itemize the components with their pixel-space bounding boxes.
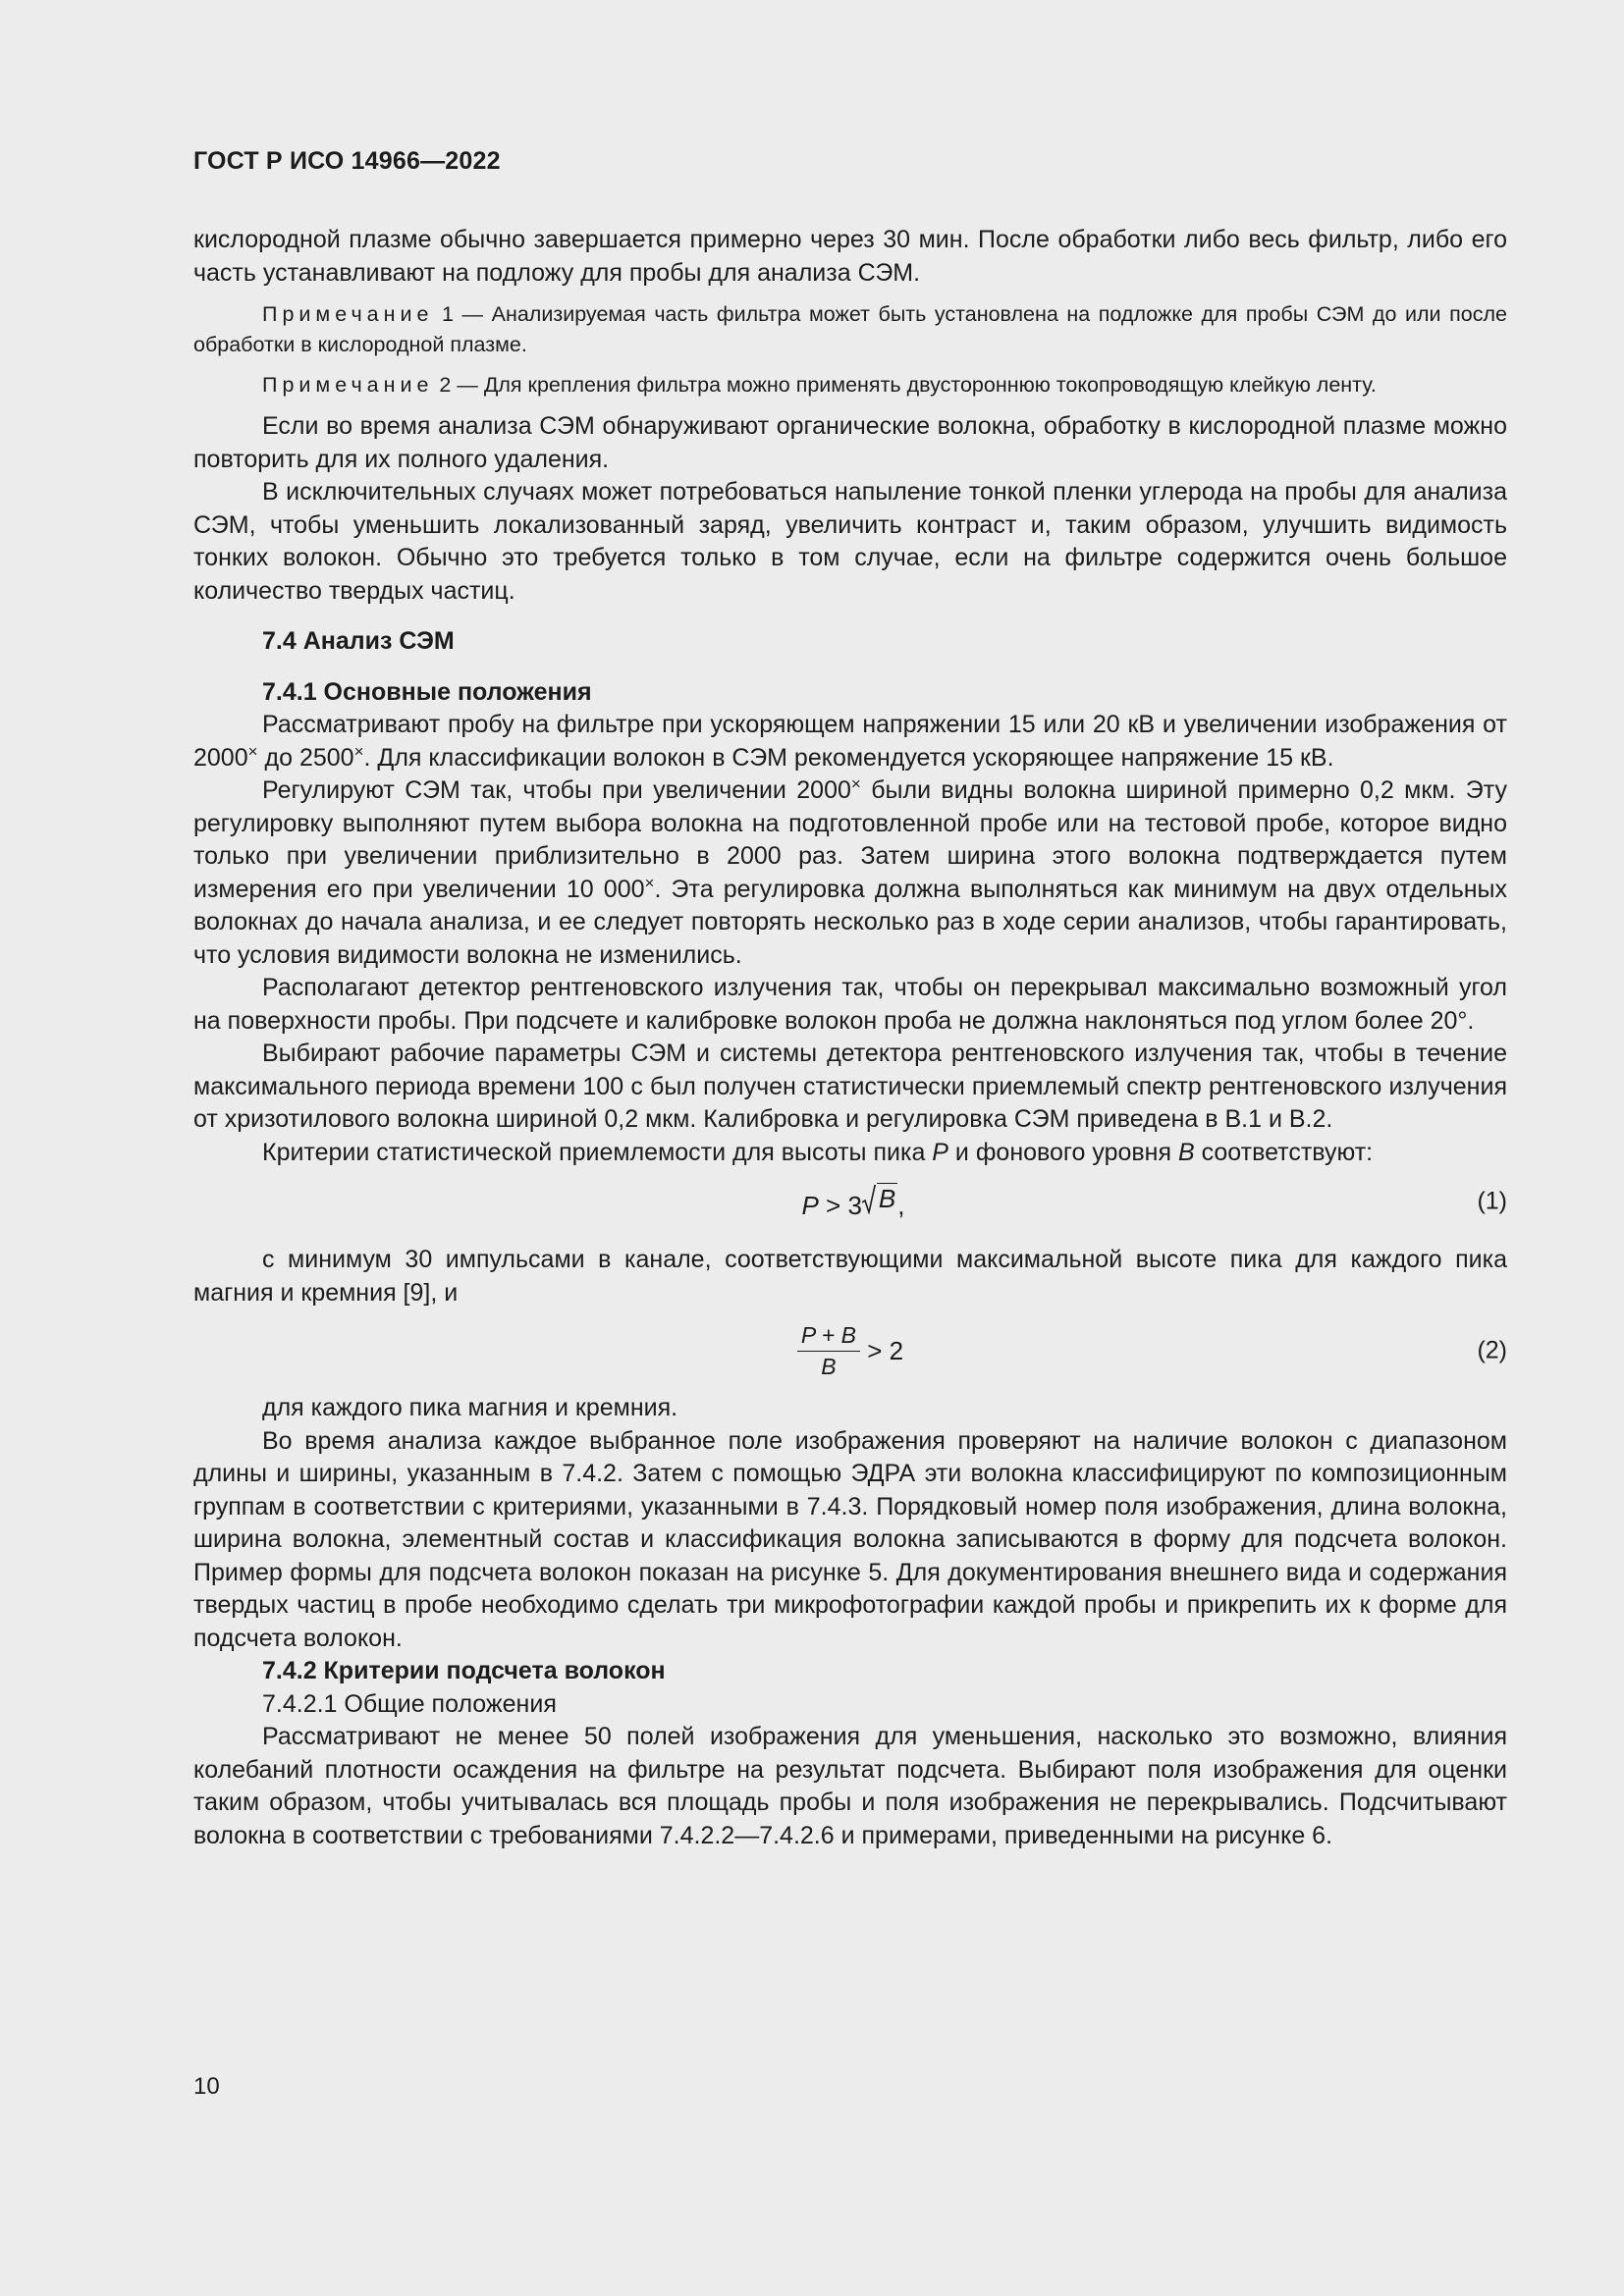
- paragraph-741-2: [193, 774, 1507, 972]
- paragraph-741-5: [193, 1137, 1507, 1170]
- note-1-label: Примечание: [262, 302, 434, 326]
- text-run: . Эта регулировка должна выполняться как минимум на двух отдельных волокнах до начала анализа, и ее следует повторять несколько раз в ходе серии анализов, чтобы гарантировать, что условия видимости волокна не изменились.: [193, 875, 1507, 969]
- formula-punct: ,: [897, 1190, 905, 1220]
- document-header: ГОСТ Р ИСО 14966—2022: [193, 147, 501, 175]
- variable-p: P: [932, 1138, 948, 1166]
- text-run: Критерии статистической приемлемости для высоты пика: [262, 1138, 933, 1166]
- paragraph-741-4: Выбирают рабочие параметры СЭМ и системы детектора рентгеновского излучения так, чтобы в течение максимального периода времени 100 с был получен статистически приемлемый спектр рентгеновского излучения от хризотилового волокна шириной 0,2 мкм. Калибровка и регулировка СЭМ приведена в В.1 и В.2.: [193, 1040, 1507, 1133]
- section-7-4-2-heading: 7.4.2 Критерии подсчета волокон: [262, 1657, 666, 1684]
- radicand: B: [878, 1183, 896, 1213]
- note-1: [193, 299, 1507, 360]
- formula-variable: P: [801, 1190, 819, 1220]
- text-run: . Для классификации волокон в СЭМ рекомендуется ускоряющее напряжение 15 кВ.: [363, 743, 1334, 772]
- formula-1-number: (1): [1477, 1187, 1507, 1215]
- note-2-label: Примечание: [262, 373, 434, 397]
- formula-2-expression: [797, 1321, 903, 1380]
- paragraph-742-1: Рассматривают не менее 50 полей изображения для уменьшения, насколько это возможно, влияния колебаний плотности осаждения на фильтре на результат подсчета. Выбирают поля изображения для оценки таким образом, чтобы учитывалась вся площадь пробы и поля изображения не перекрывались. Подсчитывают волокна в соответствии с требованиями 7.4.2.2—7.4.2.6 и примерами, приведенными на рисунке 6.: [193, 1723, 1507, 1849]
- note-1-text: 1 — Анализируемая часть фильтра может быть установлена на подложке для пробы СЭМ до или после обработки в кислородной плазме.: [193, 302, 1507, 356]
- paragraph-741-6: с минимум 30 импульсами в канале, соответствующими максимальной высоте пика для каждого пика магния и кремния [9], и: [193, 1246, 1507, 1307]
- formula-2-number: (2): [1477, 1336, 1507, 1364]
- fraction-denominator: B: [821, 1354, 837, 1379]
- text-run: Регулируют СЭМ так, чтобы при увеличении 2000: [262, 776, 851, 804]
- superscript: ×: [247, 741, 258, 761]
- text-run: до 2500: [257, 743, 354, 772]
- paragraph-organic-fibers: Если во время анализа СЭМ обнаруживают органические волокна, обработку в кислородной плазме можно повторить для их полного удаления.: [193, 412, 1507, 473]
- paragraph-741-3: Располагают детектор рентгеновского излучения так, чтобы он перекрывал максимально возможный угол на поверхности пробы. При подсчете и калибровке волокон проба не должна наклоняться под углом более 20°.: [193, 974, 1507, 1035]
- fraction-numerator: P + B: [797, 1321, 860, 1352]
- text-run: соответствуют:: [1194, 1138, 1374, 1166]
- text-run: и фонового уровня: [947, 1138, 1178, 1166]
- superscript: ×: [353, 741, 364, 761]
- formula-2: [193, 1309, 1507, 1392]
- paragraph-741-8: Во время анализа каждое выбранное поле изображения проверяют на наличие волокон с диапазоном длины и ширины, указанным в 7.4.2. Затем с помощью ЭДРА эти волокна классифицируют по композиционным группам в соответствии с критериями, указанными в 7.4.3. Порядковый номер поля изображения, длина волокна, ширина волокна, элементный состав и классификация волокна записываются в форму для подсчета волокон. Пример формы для подсчета волокон показан на рисунке 5. Для документирования внешнего вида и содержания твердых частиц в пробе необходимо сделать три микрофотографии каждой пробы и прикрепить их к форме для подсчета волокон.: [193, 1426, 1507, 1652]
- section-7-4-heading: 7.4 Анализ СЭМ: [262, 627, 455, 655]
- page-number: 10: [193, 2073, 220, 2100]
- text-run: Рассматривают пробу на фильтре при ускоряющем напряжении 15 или 20 кВ и увеличении изображения от 2000: [193, 711, 1507, 772]
- formula-operator: > 2: [859, 1335, 904, 1365]
- note-2-text: 2 — Для крепления фильтра можно применять двустороннюю токопроводящую клейкую ленту.: [433, 373, 1377, 397]
- paragraph-carbon-coating: В исключительных случаях может потребоваться напыление тонкой пленки углерода на пробы для анализа СЭМ, чтобы уменьшить локализованный заряд, увеличить контраст и, таким образом, улучшить видимость тонких волокон. Обычно это требуется только в том случае, если на фильтре содержится очень большое количество твердых частиц.: [193, 478, 1507, 605]
- formula-1: [193, 1169, 1507, 1234]
- fraction: [797, 1321, 860, 1380]
- variable-b: B: [1177, 1138, 1195, 1166]
- text-run: были видны волокна шириной примерно 0,2 мкм. Эту регулировку выполняют путем выбора волокна на подготовленной пробе или на тестовой пробе, которое видно только при увеличении приблизительно в 2000 раз. Затем ширина этого волокна подтверждается путем измерения его при увеличении 10 000: [193, 776, 1507, 903]
- paragraph-741-1: [193, 709, 1507, 774]
- radical-sign-icon: [862, 1185, 876, 1214]
- note-2: [193, 370, 1507, 400]
- section-7-4-1-heading: 7.4.1 Основные положения: [262, 677, 592, 706]
- formula-1-expression: [795, 1183, 904, 1221]
- paragraph-continuation: кислородной плазме обычно завершается примерно через 30 мин. После обработки либо весь фильтр, либо его часть устанавливают на подложу для пробы для анализа СЭМ.: [193, 226, 1507, 287]
- square-root: [862, 1183, 897, 1214]
- paragraph-741-7: для каждого пика магния и кремния.: [262, 1394, 678, 1421]
- superscript: ×: [644, 873, 655, 892]
- formula-operator: > 3: [818, 1190, 862, 1220]
- superscript: ×: [850, 774, 861, 793]
- document-body: [193, 224, 1507, 1852]
- section-7-4-2-1-heading: 7.4.2.1 Общие положения: [262, 1689, 557, 1718]
